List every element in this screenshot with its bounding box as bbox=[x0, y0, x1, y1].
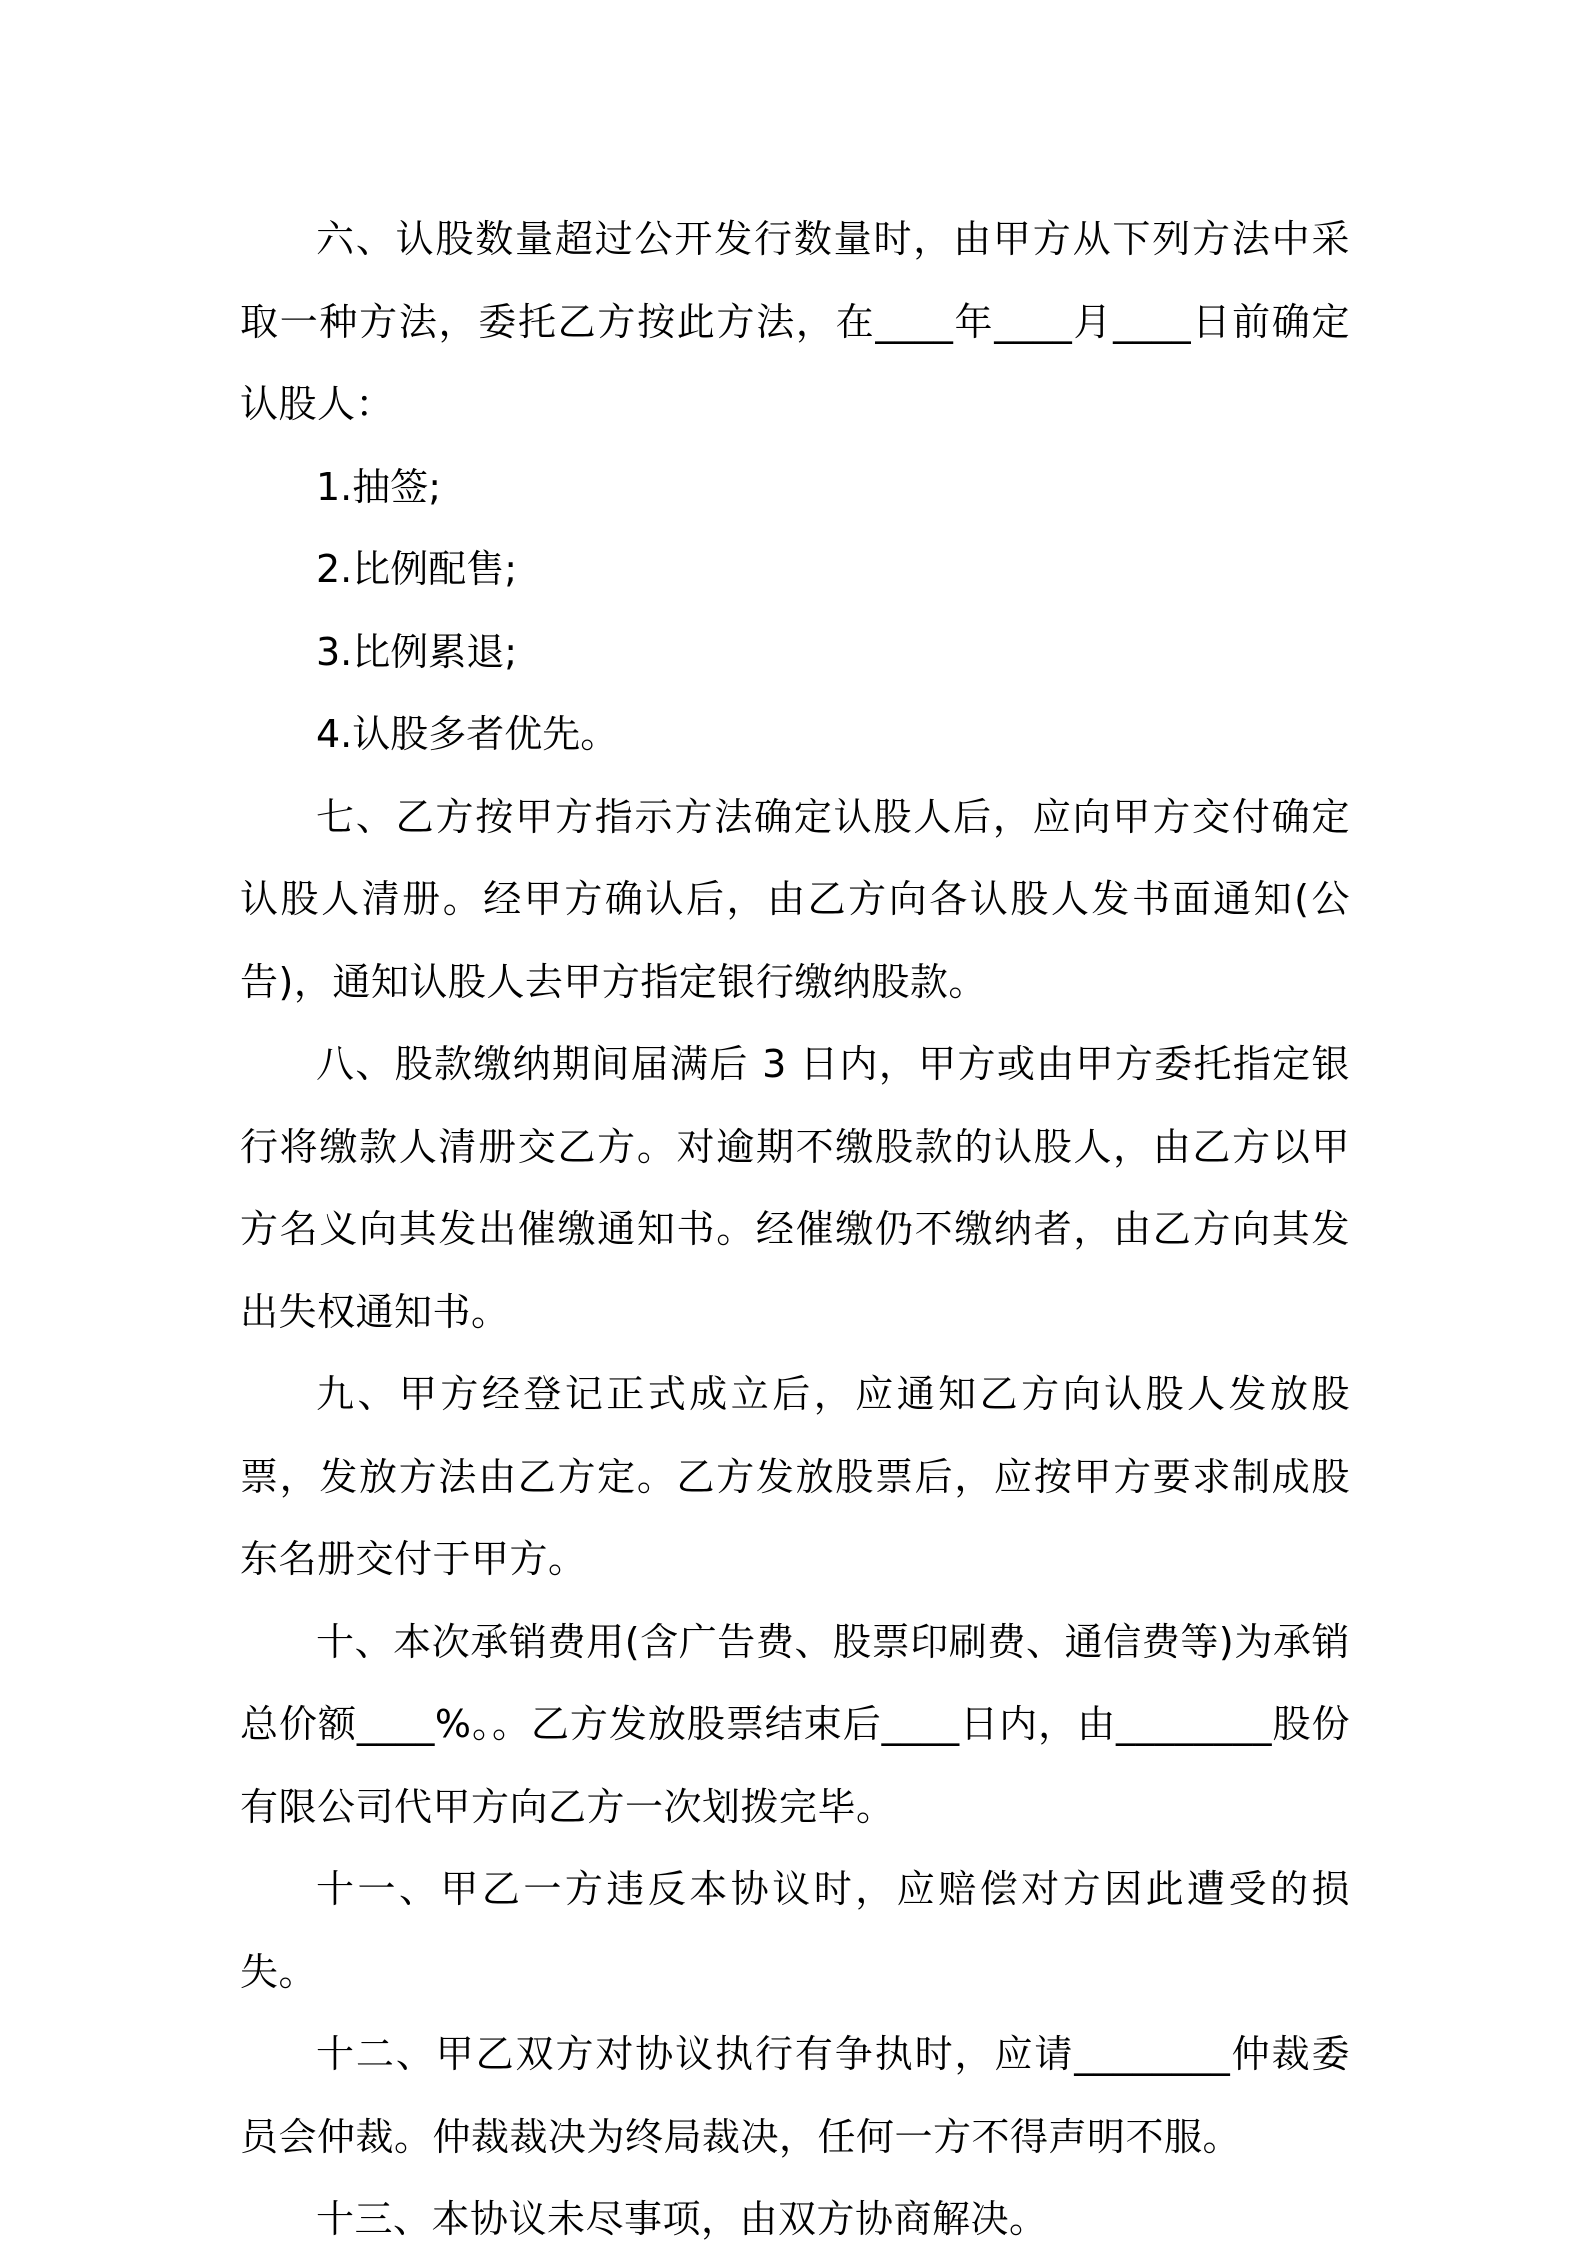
clause-9: 九、甲方经登记正式成立后，应通知乙方向认股人发放股票，发放方法由乙方定。乙方发放股票后，应按甲方要求制成股东名册交付于甲方。 bbox=[240, 1372, 1350, 1581]
method-item-4: 4.认股多者优先。 bbox=[316, 712, 619, 756]
clause-10: 十、本次承销费用(含广告费、股票印刷费、通信费等)为承销总价额____%。。乙方发放股票结束后____日内，由________股份有限公司代甲方向乙方一次划拨完毕。 bbox=[240, 1619, 1350, 1829]
method-item-3: 3.比例累退; bbox=[316, 629, 518, 674]
clause-7: 七、乙方按甲方指示方法确定认股人后，应向甲方交付确定认股人清册。经甲方确认后，由乙方向各认股人发书面通知(公告)，通知认股人去甲方指定银行缴纳股款。 bbox=[240, 794, 1350, 1004]
clause-12: 十二、甲乙双方对协议执行有争执时，应请________仲裁委员会仲裁。仲裁裁决为终局裁决，任何一方不得声明不服。 bbox=[240, 2032, 1350, 2159]
method-item-1: 1.抽签; bbox=[316, 464, 442, 509]
method-item-2: 2.比例配售; bbox=[316, 547, 518, 591]
document-page bbox=[240, 198, 1350, 2261]
clause-11: 十一、甲乙一方违反本协议时，应赔偿对方因此遭受的损失。 bbox=[240, 1867, 1350, 1994]
clause-8: 八、股款缴纳期间届满后 3 日内，甲方或由甲方委托指定银行将缴款人清册交乙方。对逾期不缴股款的认股人，由乙方以甲方名义向其发出催缴通知书。经催缴仍不缴纳者，由乙方向其发出失权通知书。 bbox=[240, 1042, 1350, 1334]
clause-6: 六、认股数量超过公开发行数量时，由甲方从下列方法中采取一种方法，委托乙方按此方法，在____年____月____日前确定认股人： bbox=[240, 217, 1350, 426]
clause-13: 十三、本协议未尽事项，由双方协商解决。 bbox=[316, 2197, 1048, 2241]
